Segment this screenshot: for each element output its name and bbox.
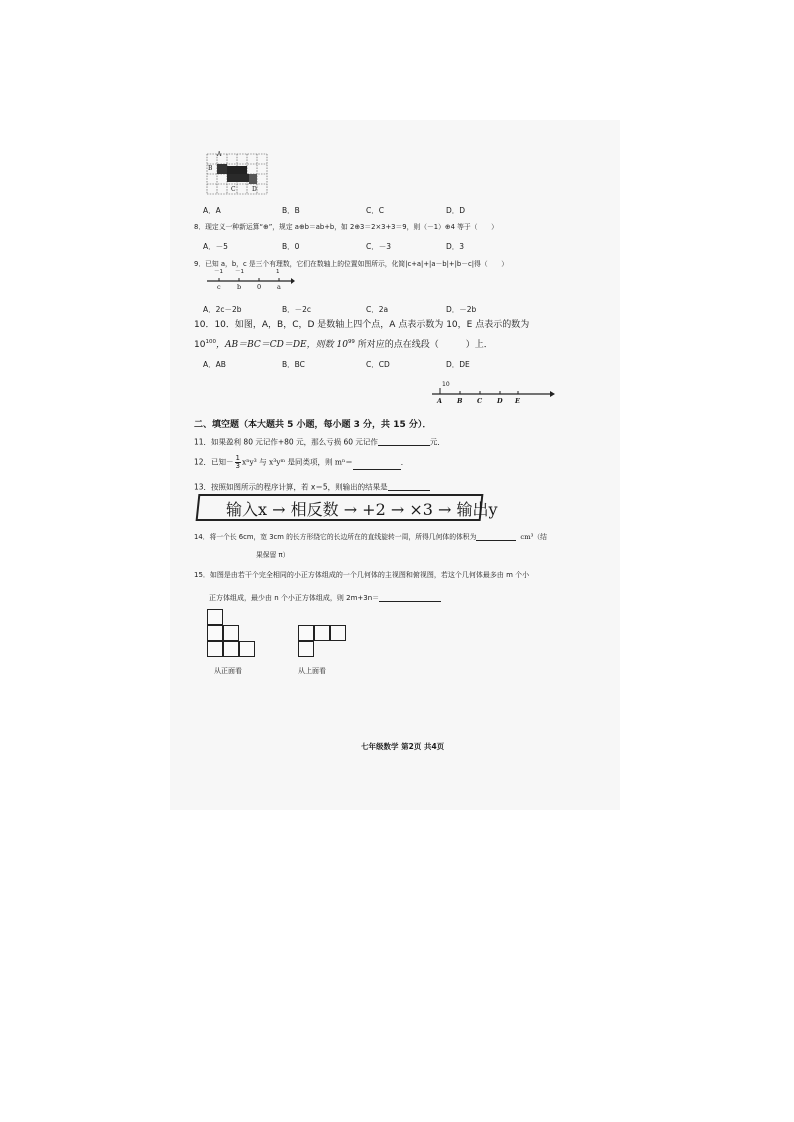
q13-program-flow: 输入x → 相反数 → +2 → ×3 → 输出y (226, 500, 498, 519)
q10-exp-100: 100 (205, 339, 216, 345)
q8-option-a[interactable]: A．－5 (203, 242, 228, 251)
q12-answer-blank[interactable] (353, 461, 401, 470)
q12-fraction (235, 455, 241, 470)
top-view-square (298, 625, 314, 641)
q14-row (194, 532, 547, 541)
q15-front-label: 从正面看 (214, 667, 242, 675)
q15-line1: 15．如图是由若干个完全相同的小正方体组成的一个几何体的主视图和俯视图，若这个几何体最多由 m 个小 (194, 571, 530, 579)
q13-answer-blank[interactable] (388, 482, 430, 491)
q7-grid-label-b: B (208, 165, 213, 172)
front-view-square (207, 625, 223, 641)
q12-mid: xⁿy³ 与 x³yᵐ 是同类项，则 mⁿ＝ (242, 457, 353, 467)
q8-stem: 8．现定义一种新运算“⊕”，规定 a⊕b＝ab+b，如 2⊕3＝2×3+3＝9，则（－1）⊕4 等于（ ） (194, 223, 498, 231)
q7-option-d[interactable]: D．D (446, 206, 466, 215)
top-view-square (330, 625, 346, 641)
q7-grid-figure (205, 152, 269, 196)
q8-option-b[interactable]: B．0 (282, 242, 300, 251)
q15-row2 (209, 593, 441, 602)
q11-tail: 元． (429, 437, 445, 447)
q9-option-c[interactable]: C．2a (366, 305, 389, 314)
q14-line1: 14．将一个长 6cm，宽 3cm 的长方形绕它的长边所在的直线旋转一周，所得几何体的体积为 (194, 533, 477, 542)
section2-title: 二、填空题（本大题共 5 小题，每小题 3 分，共 15 分）． (194, 420, 432, 430)
q7-option-c[interactable]: C．C (366, 206, 384, 215)
q12-numerator: 1 (235, 454, 241, 462)
q10-axis-top: 10 (442, 381, 450, 388)
q9-option-b[interactable]: B．－2c (282, 305, 312, 314)
q7-grid-label-c: C (231, 186, 236, 193)
q7-option-a[interactable]: A．A (203, 206, 221, 215)
q10-base: 10 (194, 340, 206, 350)
q10-option-a[interactable]: A．AB (203, 360, 226, 369)
q8-option-d[interactable]: D．3 (446, 242, 465, 251)
q12-row (194, 455, 408, 470)
q10-axis-label-d: D (497, 397, 503, 405)
q15-top-label: 从上面看 (298, 667, 326, 675)
q9-option-a[interactable]: A．2c－2b (203, 305, 242, 314)
q10-axis-label-b: B (457, 397, 463, 405)
q14-line2: 果保留 π） (256, 551, 290, 559)
q10-axis-label-a: A (437, 397, 443, 405)
q9-axis-label-c: c (217, 283, 221, 291)
q10-axis-label-c: C (477, 397, 483, 405)
q14-unit: cm³（结 (520, 533, 547, 542)
front-view-square (223, 625, 239, 641)
q11-answer-blank[interactable] (378, 437, 430, 446)
top-view-square (314, 625, 330, 641)
q9-stem: 9．已知 a，b，c 是三个有理数，它们在数轴上的位置如图所示，化简|c+a|+|a－b|+|b－c|得（ ） (194, 260, 509, 268)
q7-option-b[interactable]: B．B (282, 206, 300, 215)
top-view-square (298, 641, 314, 657)
q9-option-d[interactable]: D．－2b (446, 305, 477, 314)
q9-axis-top-2: －1 (235, 269, 244, 275)
q12-denominator: 3 (235, 462, 241, 470)
q10-number-line (430, 386, 556, 400)
q11-text: 11．如果盈利 80 元记作+80 元，那么亏损 60 元记作 (194, 437, 378, 447)
q10-exp-99: 99 (347, 339, 355, 345)
q9-axis-top-1: －1 (214, 269, 223, 275)
front-view-square (223, 641, 239, 657)
q10-line1: 10．10．如图，A，B，C，D 是数轴上四个点，A 点表示数为 10，E 点表示的数为 (194, 320, 530, 330)
page-footer: 七年级数学 第2页 共4页 (361, 742, 445, 751)
q9-axis-label-0: 0 (257, 283, 262, 291)
q13-text: 13．按照如图所示的程序计算，若 x＝5，则输出的结果是 (194, 482, 388, 492)
q9-axis-label-b: b (237, 283, 242, 291)
q10-option-d[interactable]: D．DE (446, 360, 470, 369)
q13-row (194, 482, 430, 491)
front-view-square (207, 641, 223, 657)
q9-axis-top-3: 1 (276, 269, 280, 275)
q10-axis-label-e: E (515, 397, 520, 405)
q8-option-c[interactable]: C．－3 (366, 242, 392, 251)
q14-answer-blank[interactable] (476, 532, 516, 541)
q10-option-b[interactable]: B．BC (282, 360, 305, 369)
front-view-square (239, 641, 255, 657)
q10-line2 (194, 340, 493, 350)
q12-pre: 12．已知－ (194, 457, 234, 467)
q15-line2: 正方体组成，最少由 n 个小正方体组成，则 2m+3n＝ (209, 594, 380, 602)
q12-tail: ． (400, 457, 409, 467)
q15-answer-blank[interactable] (379, 593, 441, 602)
q10-tail: 所对应的点在线段（ ）上． (354, 340, 493, 350)
front-view-square (207, 609, 223, 625)
q9-axis-label-a: a (277, 283, 281, 291)
q7-grid-label-d: D (252, 186, 257, 193)
q10-option-c[interactable]: C．CD (366, 360, 390, 369)
q11-row (194, 437, 445, 446)
q7-grid-label-a: A (217, 151, 222, 158)
q10-equalities: ，AB＝BC＝CD＝DE，则数 10 (215, 340, 348, 350)
